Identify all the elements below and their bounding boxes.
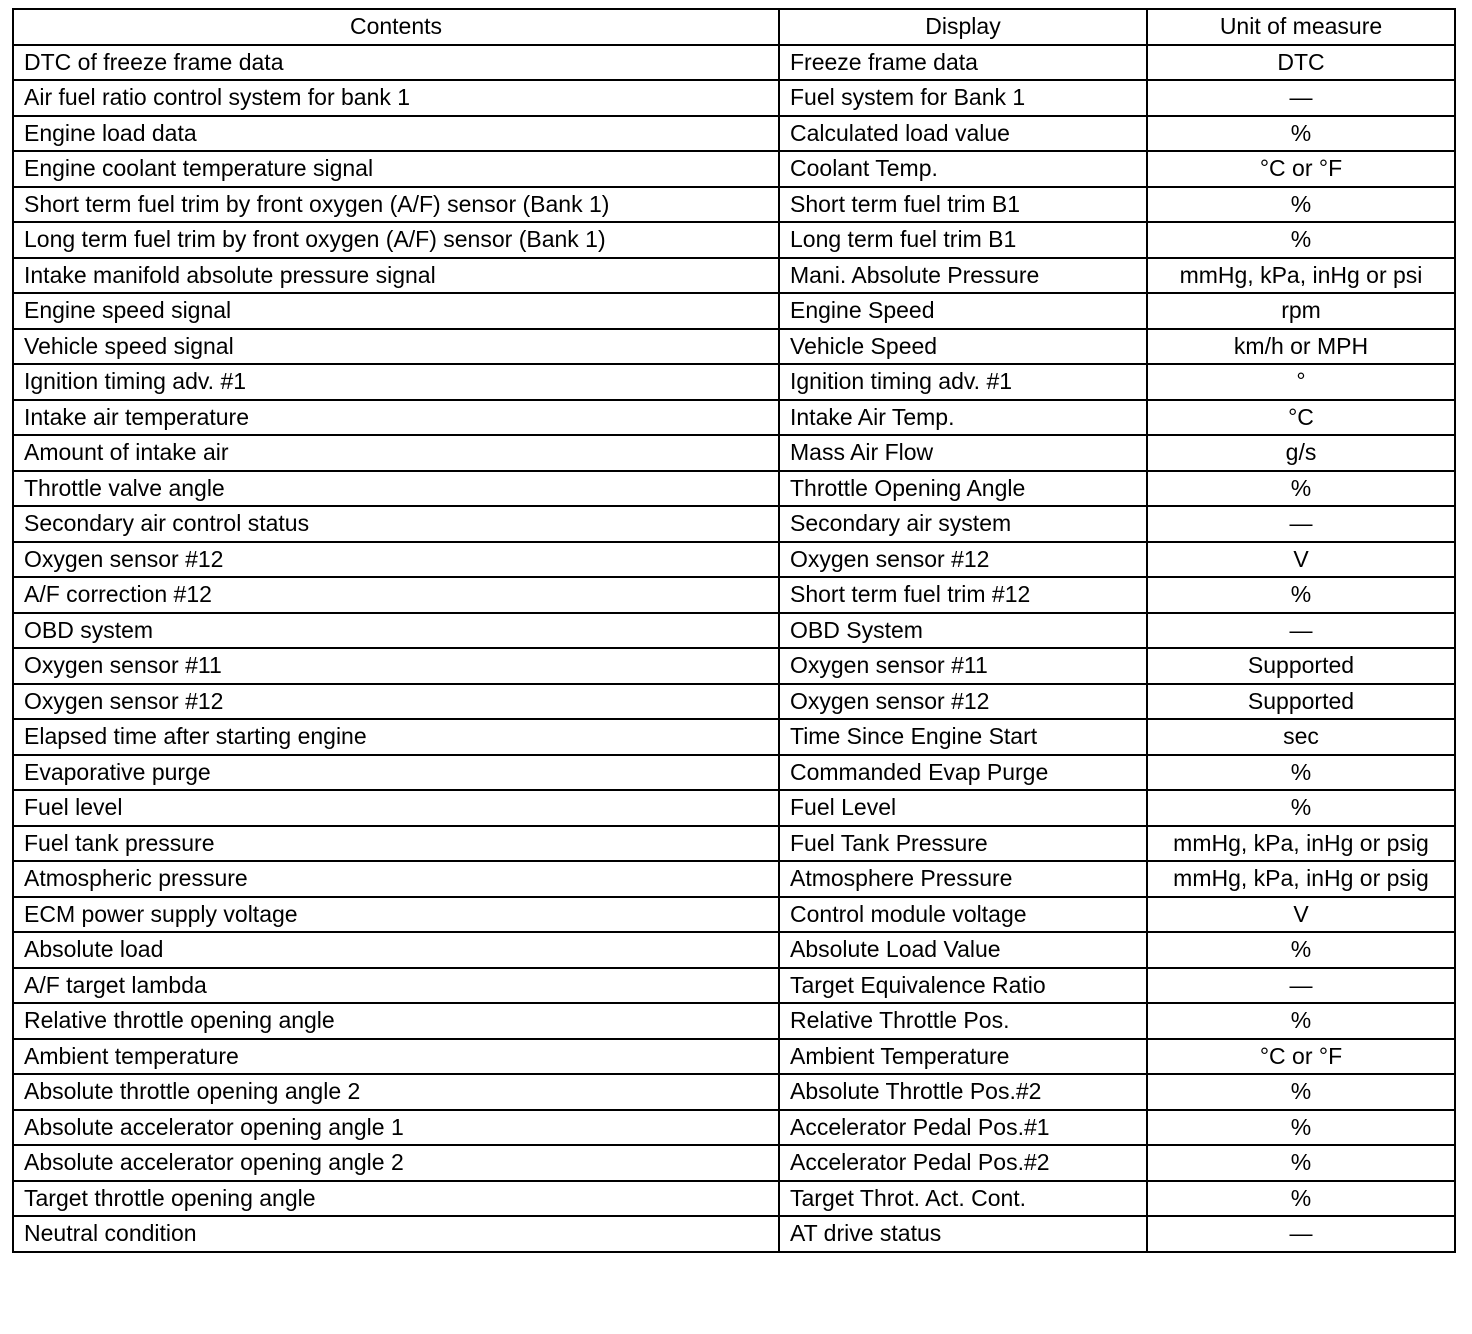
cell-display: Oxygen sensor #12 <box>779 542 1147 578</box>
cell-display: Ambient Temperature <box>779 1039 1147 1075</box>
cell-display: OBD System <box>779 613 1147 649</box>
cell-unit: °C or °F <box>1147 151 1455 187</box>
table-row <box>13 542 1455 578</box>
table-row <box>13 1074 1455 1110</box>
table-row <box>13 1216 1455 1252</box>
cell-contents: Long term fuel trim by front oxygen (A/F) sensor (Bank 1) <box>13 222 779 258</box>
cell-unit: mmHg, kPa, inHg or psi <box>1147 258 1455 294</box>
cell-display: Intake Air Temp. <box>779 400 1147 436</box>
cell-unit: rpm <box>1147 293 1455 329</box>
table-row <box>13 435 1455 471</box>
table-row <box>13 1110 1455 1146</box>
cell-contents: Intake air temperature <box>13 400 779 436</box>
cell-unit: % <box>1147 1110 1455 1146</box>
table-row <box>13 755 1455 791</box>
table-row <box>13 187 1455 223</box>
cell-display: Throttle Opening Angle <box>779 471 1147 507</box>
cell-contents: Engine speed signal <box>13 293 779 329</box>
cell-display: Engine Speed <box>779 293 1147 329</box>
cell-contents: Fuel tank pressure <box>13 826 779 862</box>
cell-display: Fuel Level <box>779 790 1147 826</box>
cell-display: Relative Throttle Pos. <box>779 1003 1147 1039</box>
cell-unit: mmHg, kPa, inHg or psig <box>1147 826 1455 862</box>
table-row <box>13 80 1455 116</box>
table-row <box>13 577 1455 613</box>
cell-unit: Supported <box>1147 648 1455 684</box>
cell-contents: Short term fuel trim by front oxygen (A/F) sensor (Bank 1) <box>13 187 779 223</box>
header-contents: Contents <box>13 9 779 45</box>
table-row <box>13 116 1455 152</box>
cell-unit: Supported <box>1147 684 1455 720</box>
cell-unit: °C or °F <box>1147 1039 1455 1075</box>
cell-display: Control module voltage <box>779 897 1147 933</box>
cell-contents: Air fuel ratio control system for bank 1 <box>13 80 779 116</box>
cell-display: Absolute Load Value <box>779 932 1147 968</box>
cell-display: Oxygen sensor #12 <box>779 684 1147 720</box>
cell-display: Ignition timing adv. #1 <box>779 364 1147 400</box>
table-row <box>13 506 1455 542</box>
cell-unit: — <box>1147 80 1455 116</box>
cell-display: Secondary air system <box>779 506 1147 542</box>
cell-display: Atmosphere Pressure <box>779 861 1147 897</box>
cell-display: Mani. Absolute Pressure <box>779 258 1147 294</box>
cell-display: Freeze frame data <box>779 45 1147 81</box>
cell-display: Mass Air Flow <box>779 435 1147 471</box>
table-row <box>13 648 1455 684</box>
cell-display: Accelerator Pedal Pos.#1 <box>779 1110 1147 1146</box>
cell-contents: Evaporative purge <box>13 755 779 791</box>
cell-contents: DTC of freeze frame data <box>13 45 779 81</box>
table-row <box>13 826 1455 862</box>
header-display: Display <box>779 9 1147 45</box>
cell-contents: Neutral condition <box>13 1216 779 1252</box>
table-row <box>13 400 1455 436</box>
cell-display: Absolute Throttle Pos.#2 <box>779 1074 1147 1110</box>
table-row <box>13 719 1455 755</box>
cell-contents: Relative throttle opening angle <box>13 1003 779 1039</box>
cell-contents: A/F correction #12 <box>13 577 779 613</box>
cell-unit: ° <box>1147 364 1455 400</box>
cell-contents: Oxygen sensor #11 <box>13 648 779 684</box>
cell-display: Short term fuel trim #12 <box>779 577 1147 613</box>
table-row <box>13 790 1455 826</box>
cell-display: Long term fuel trim B1 <box>779 222 1147 258</box>
cell-unit: % <box>1147 471 1455 507</box>
cell-display: Fuel system for Bank 1 <box>779 80 1147 116</box>
cell-unit: % <box>1147 222 1455 258</box>
table-row <box>13 471 1455 507</box>
table-row <box>13 1039 1455 1075</box>
cell-unit: % <box>1147 790 1455 826</box>
cell-contents: Absolute accelerator opening angle 2 <box>13 1145 779 1181</box>
cell-unit: % <box>1147 1145 1455 1181</box>
cell-contents: Engine load data <box>13 116 779 152</box>
table-row <box>13 968 1455 1004</box>
cell-unit: % <box>1147 187 1455 223</box>
cell-contents: Ignition timing adv. #1 <box>13 364 779 400</box>
cell-contents: Intake manifold absolute pressure signal <box>13 258 779 294</box>
cell-contents: A/F target lambda <box>13 968 779 1004</box>
cell-unit: sec <box>1147 719 1455 755</box>
cell-unit: % <box>1147 755 1455 791</box>
table-row <box>13 258 1455 294</box>
cell-display: Vehicle Speed <box>779 329 1147 365</box>
table-row <box>13 151 1455 187</box>
cell-contents: Amount of intake air <box>13 435 779 471</box>
cell-unit: % <box>1147 1181 1455 1217</box>
cell-contents: Engine coolant temperature signal <box>13 151 779 187</box>
cell-contents: Target throttle opening angle <box>13 1181 779 1217</box>
table-body <box>13 45 1455 1252</box>
cell-contents: Fuel level <box>13 790 779 826</box>
cell-contents: ECM power supply voltage <box>13 897 779 933</box>
table-row <box>13 329 1455 365</box>
cell-display: AT drive status <box>779 1216 1147 1252</box>
cell-contents: Elapsed time after starting engine <box>13 719 779 755</box>
cell-unit: — <box>1147 613 1455 649</box>
cell-contents: Oxygen sensor #12 <box>13 684 779 720</box>
cell-display: Coolant Temp. <box>779 151 1147 187</box>
cell-unit: — <box>1147 1216 1455 1252</box>
table-header-row <box>13 9 1455 45</box>
table-row <box>13 1181 1455 1217</box>
cell-contents: Ambient temperature <box>13 1039 779 1075</box>
cell-unit: % <box>1147 1003 1455 1039</box>
cell-unit: km/h or MPH <box>1147 329 1455 365</box>
cell-unit: % <box>1147 932 1455 968</box>
cell-unit: mmHg, kPa, inHg or psig <box>1147 861 1455 897</box>
cell-display: Oxygen sensor #11 <box>779 648 1147 684</box>
cell-display: Commanded Evap Purge <box>779 755 1147 791</box>
header-unit: Unit of measure <box>1147 9 1455 45</box>
table-row <box>13 1145 1455 1181</box>
cell-display: Calculated load value <box>779 116 1147 152</box>
cell-unit: % <box>1147 116 1455 152</box>
cell-contents: Absolute load <box>13 932 779 968</box>
cell-contents: Throttle valve angle <box>13 471 779 507</box>
cell-display: Target Equivalence Ratio <box>779 968 1147 1004</box>
cell-contents: Vehicle speed signal <box>13 329 779 365</box>
cell-unit: % <box>1147 1074 1455 1110</box>
table-row <box>13 861 1455 897</box>
freeze-frame-table <box>12 8 1456 1253</box>
table-row <box>13 897 1455 933</box>
cell-display: Target Throt. Act. Cont. <box>779 1181 1147 1217</box>
cell-unit: % <box>1147 577 1455 613</box>
cell-contents: Atmospheric pressure <box>13 861 779 897</box>
table-row <box>13 613 1455 649</box>
table-row <box>13 293 1455 329</box>
cell-contents: Absolute throttle opening angle 2 <box>13 1074 779 1110</box>
cell-unit: V <box>1147 897 1455 933</box>
cell-contents: OBD system <box>13 613 779 649</box>
cell-unit: g/s <box>1147 435 1455 471</box>
cell-unit: °C <box>1147 400 1455 436</box>
table-row <box>13 932 1455 968</box>
cell-unit: — <box>1147 506 1455 542</box>
table-row <box>13 364 1455 400</box>
cell-unit: DTC <box>1147 45 1455 81</box>
cell-contents: Secondary air control status <box>13 506 779 542</box>
cell-contents: Absolute accelerator opening angle 1 <box>13 1110 779 1146</box>
table-row <box>13 222 1455 258</box>
table-row <box>13 684 1455 720</box>
cell-contents: Oxygen sensor #12 <box>13 542 779 578</box>
table-row <box>13 1003 1455 1039</box>
table-row <box>13 45 1455 81</box>
cell-display: Accelerator Pedal Pos.#2 <box>779 1145 1147 1181</box>
cell-unit: V <box>1147 542 1455 578</box>
cell-display: Time Since Engine Start <box>779 719 1147 755</box>
cell-display: Short term fuel trim B1 <box>779 187 1147 223</box>
cell-display: Fuel Tank Pressure <box>779 826 1147 862</box>
cell-unit: — <box>1147 968 1455 1004</box>
